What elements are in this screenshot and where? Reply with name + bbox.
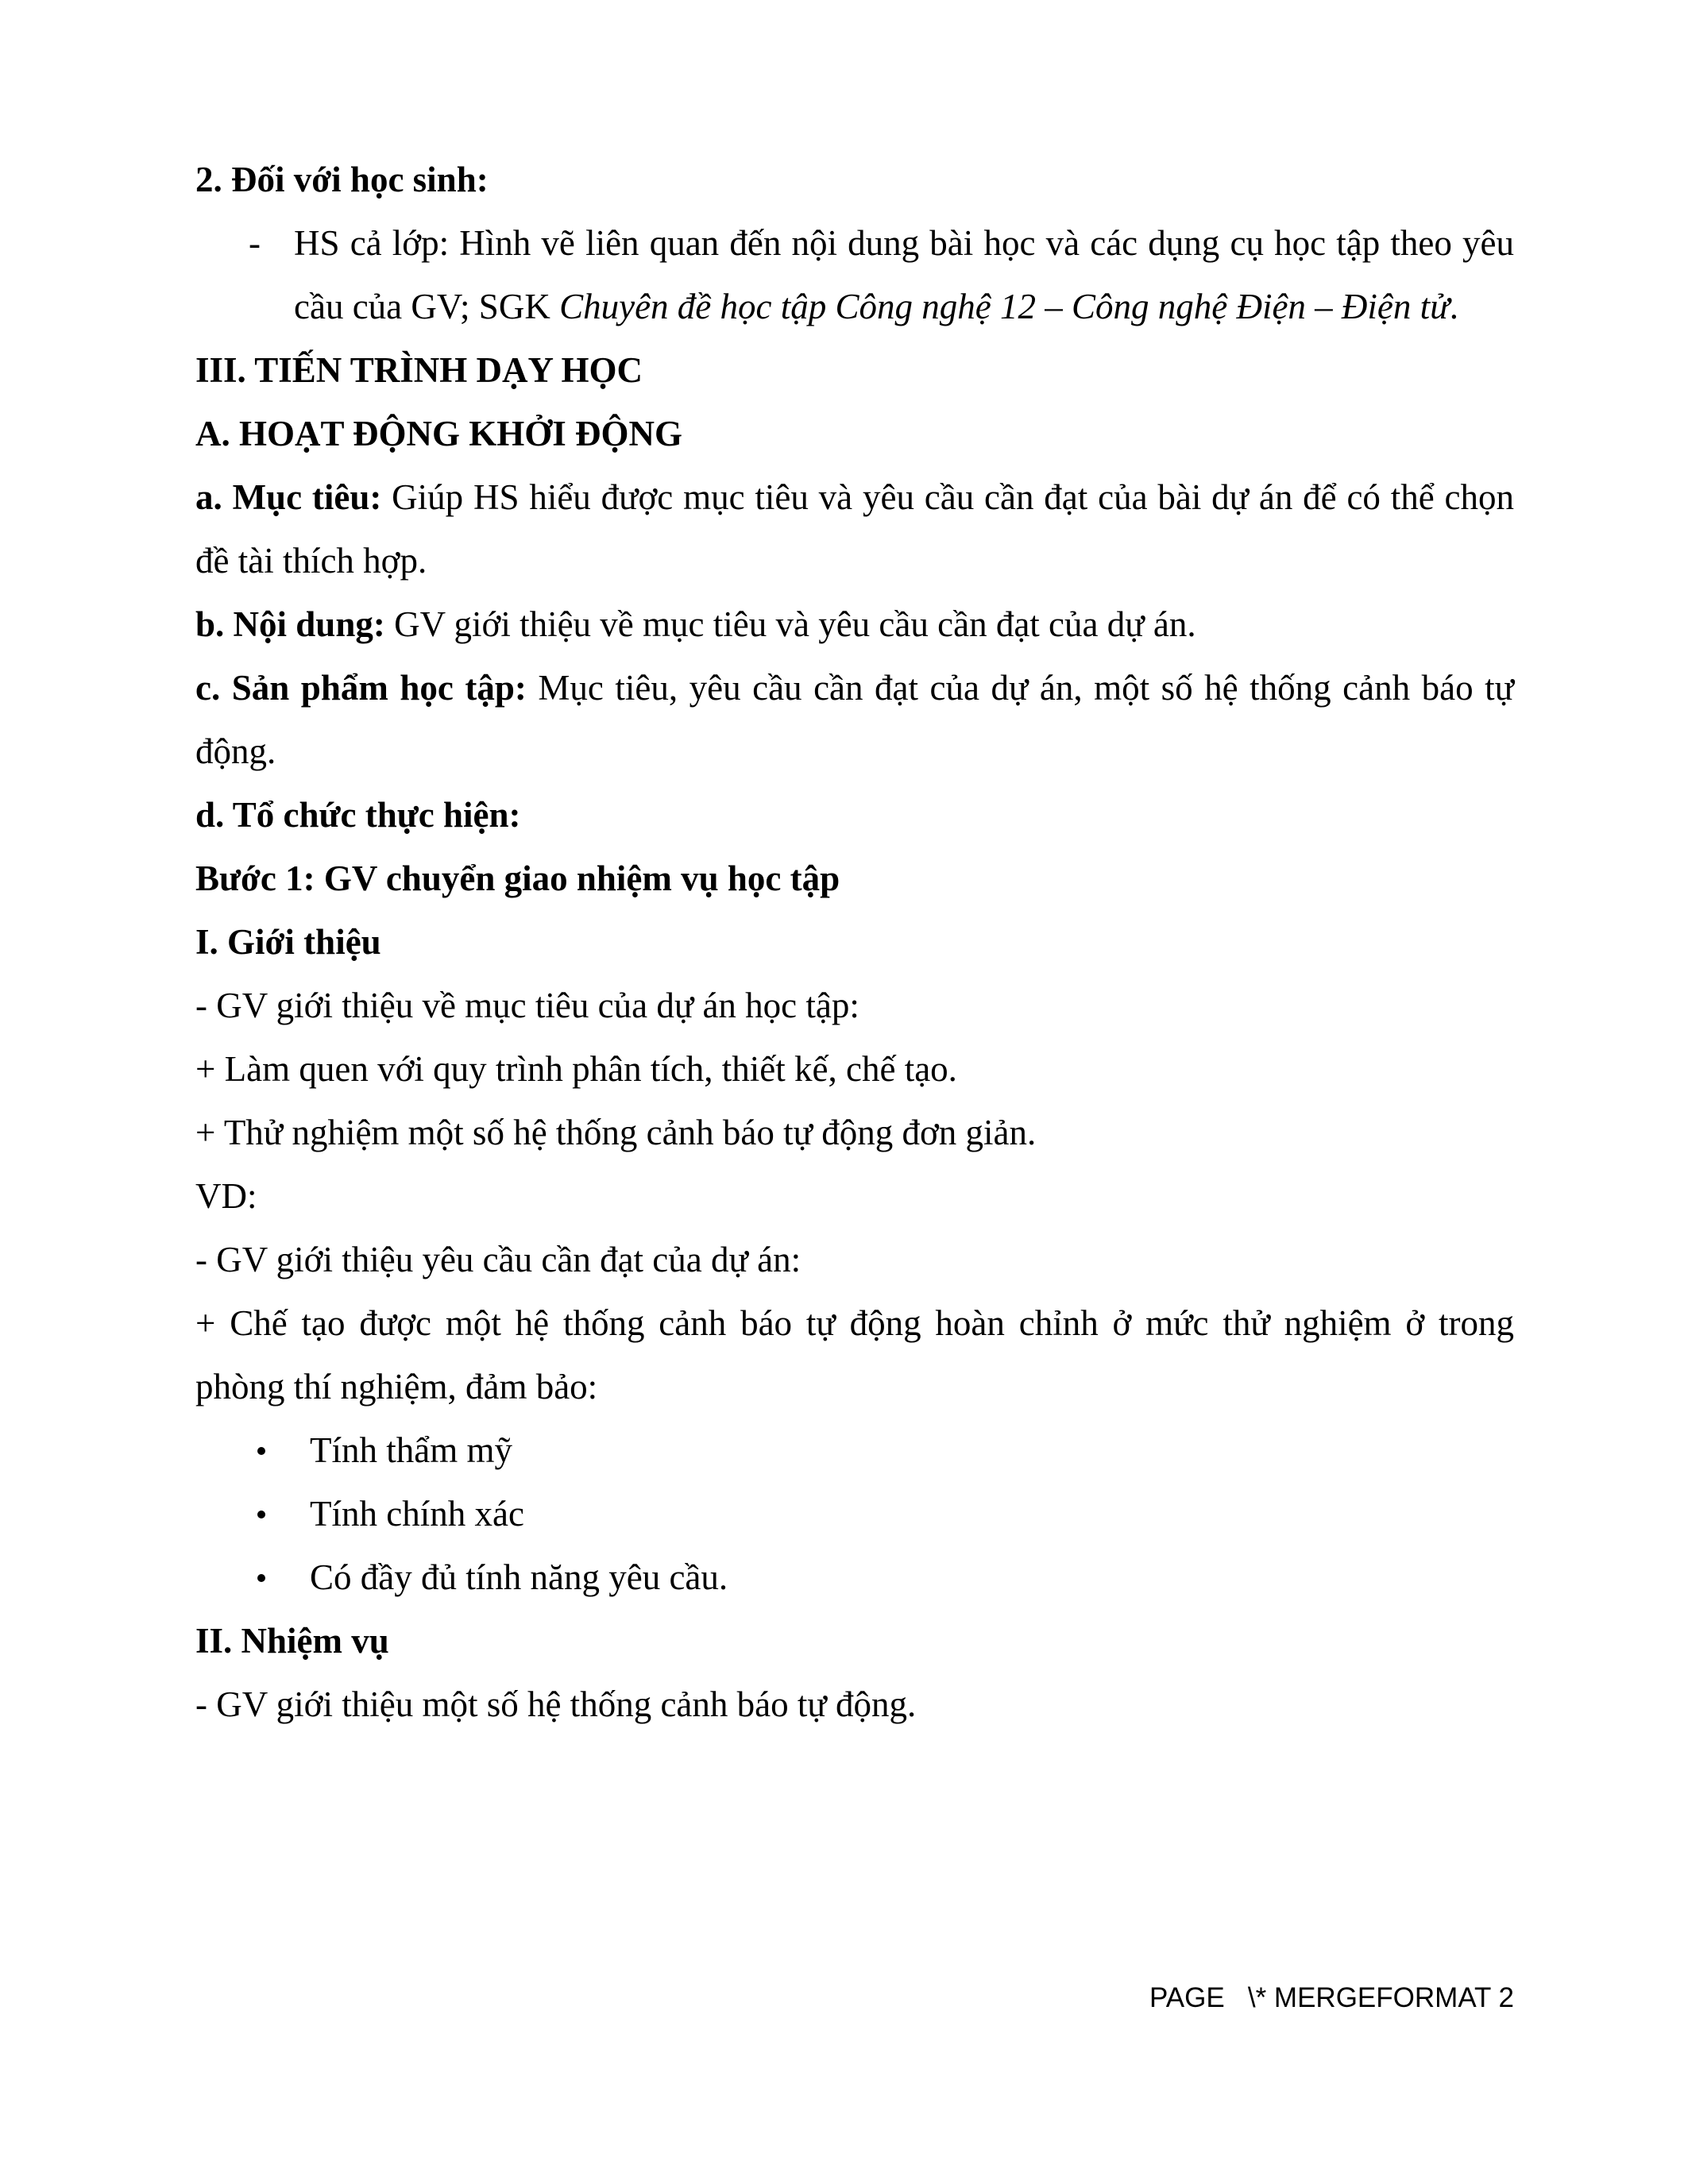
students-heading: 2. Đối với học sinh: [195,160,489,199]
text-line: + Làm quen với quy trình phân tích, thiết kế, chế tạo. [195,1049,957,1089]
heading-a: A. HOẠT ĐỘNG KHỞI ĐỘNG [195,414,682,453]
bullet-item: Tính thẩm mỹ [195,1418,1514,1482]
text-line: + Thử nghiệm một số hệ thống cảnh báo tự động đơn giản. [195,1113,1037,1152]
bullet-item: Có đầy đủ tính năng yêu cầu. [195,1545,1514,1609]
bullet-dot-icon [257,1447,265,1455]
textbook-title: Chuyên đề học tập Công nghệ 12 – Công nghệ Điện – Điện tử [559,287,1450,326]
nhiem-vu-heading: II. Nhiệm vụ [195,1621,389,1661]
bullet-dot-icon [257,1574,265,1582]
san-pham: c. Sản phẩm học tập: Mục tiêu, yêu cầu cần đạt của dự án, một số hệ thống cảnh báo tự động. [195,668,1514,771]
text-line: VD: [195,1176,257,1216]
document-page [195,148,1514,1736]
text-line: - GV giới thiệu yêu cầu cần đạt của dự án: [195,1240,802,1279]
heading-iii: III. TIẾN TRÌNH DẠY HỌC [195,350,643,390]
muc-tieu: a. Mục tiêu: Giúp HS hiểu được mục tiêu và yêu cầu cần đạt của bài dự án để có thể chọn đề tài thích hợp. [195,477,1515,581]
students-item: - HS cả lớp: Hình vẽ liên quan đến nội dung bài học và các dụng cụ học tập theo yêu cầu của GV; SGK Chuyên đề học tập Công nghệ 12 – Công nghệ Điện – Điện tử. [195,211,1514,338]
buoc-1: Bước 1: GV chuyển giao nhiệm vụ học tập [195,859,840,898]
dash-marker: - [249,223,261,263]
text-line: + Chế tạo được một hệ thống cảnh báo tự động hoàn chỉnh ở mức thử nghiệm ở trong phòng thí nghiệm, đảm bảo: [195,1303,1514,1406]
bullet-item: Tính chính xác [195,1482,1514,1545]
gioi-thieu-heading: I. Giới thiệu [195,922,381,962]
text-line: - GV giới thiệu một số hệ thống cảnh báo tự động. [195,1684,917,1724]
bullet-dot-icon [257,1511,265,1518]
text-line: - GV giới thiệu về mục tiêu của dự án học tập: [195,986,859,1025]
noi-dung: b. Nội dung: GV giới thiệu về mục tiêu và yêu cầu cần đạt của dự án. [195,604,1196,644]
to-chuc: d. Tổ chức thực hiện: [195,795,521,835]
page-footer: PAGE \* MERGEFORMAT 2 [1149,1982,1514,2013]
